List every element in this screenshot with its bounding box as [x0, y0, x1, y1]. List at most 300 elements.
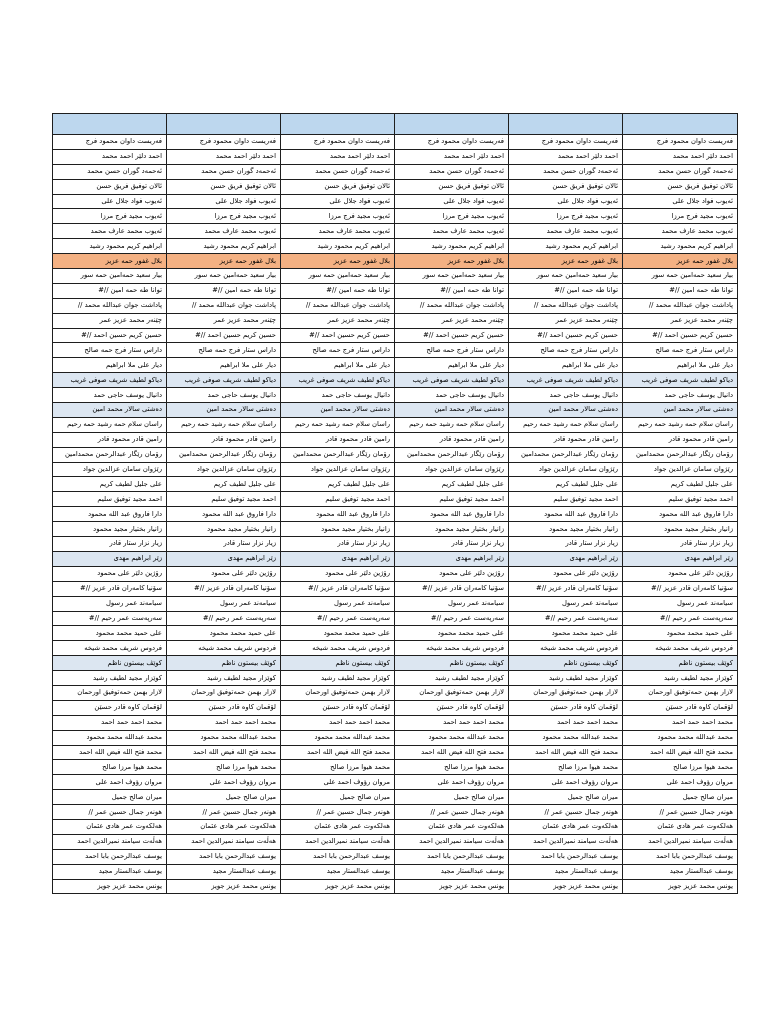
name-cell: فردوس شریف محمد شیخه: [395, 641, 509, 656]
name-cell: دەشتی سالار محمد امین: [623, 403, 738, 418]
name-cell: چێنەر محمد عزیز عمر: [281, 313, 395, 328]
name-cell: رۆژین دلێر علی محمود: [53, 566, 167, 581]
name-cell: احمد مجید توفیق سلیم: [53, 492, 167, 507]
name-cell: هەلکەوت عمر هادی عثمان: [509, 819, 623, 834]
name-cell: دارا فاروق عبد الله محمود: [395, 507, 509, 522]
name-cell: ئەحمەد گوران حسن محمد: [53, 164, 167, 179]
name-cell: راسان سلام حمه رشید حمه رحیم: [167, 417, 281, 432]
name-cell: میران صالح جمیل: [395, 790, 509, 805]
table-row: [53, 462, 738, 477]
header-row: [53, 114, 738, 135]
name-cell: رۆمان رێگار عبدالرحمن محمدامین: [623, 447, 738, 462]
name-cell: چێنەر محمد عزیز عمر: [167, 313, 281, 328]
name-cell: ئالان توفیق فریق حسن: [167, 179, 281, 194]
name-cell: ئەیوب مجید فرج مرزا: [623, 209, 738, 224]
table-row: [53, 790, 738, 805]
name-cell: حسین کریم حسین احمد //#: [395, 328, 509, 343]
name-cell: بیار سعید حمەامین حمه سور: [281, 269, 395, 284]
name-cell: علی حمید محمد محمود: [623, 626, 738, 641]
name-cell: کوێزار مجید لطیف رشید: [281, 671, 395, 686]
name-cell: میران صالح جمیل: [509, 790, 623, 805]
name-cell: هەڵەت سیامند نمیرالدین احمد: [395, 834, 509, 849]
name-cell: هەڵەت سیامند نمیرالدین احمد: [167, 834, 281, 849]
name-cell: مروان رؤوف احمد علی: [53, 775, 167, 790]
table-row: [53, 715, 738, 730]
name-cell: رامین قادر محمود قادر: [395, 432, 509, 447]
name-cell: دیار علی ملا ابراهیم: [53, 358, 167, 373]
name-cell: زانیار بختیار مجید محمود: [281, 522, 395, 537]
name-cell: پاداشت جوان عبدالله محمد //: [167, 298, 281, 313]
name-cell: دیار علی ملا ابراهیم: [623, 358, 738, 373]
name-cell: لۆقمان کاوه قادر حسێن: [395, 700, 509, 715]
name-cell: راسان سلام حمه رشید حمه رحیم: [395, 417, 509, 432]
name-cell: علی جلیل لطیف کریم: [623, 477, 738, 492]
name-cell: کوێڤ بیستون ناظم: [509, 656, 623, 671]
name-cell: رامین قادر محمود قادر: [281, 432, 395, 447]
name-cell: دانیال یوسف حاجی حمد: [53, 388, 167, 403]
name-cell: دیاکو لطیف شریف صوفی غریب: [53, 373, 167, 388]
name-cell: هونەر جمال حسین عمر //: [53, 805, 167, 820]
name-cell: محمد احمد حمد احمد: [167, 715, 281, 730]
name-cell: فەریست داوان محمود فرج: [53, 135, 167, 150]
name-cell: محمد عبدالله محمد محمود: [281, 730, 395, 745]
header-cell: [509, 114, 623, 135]
name-cell: محمد احمد حمد احمد: [281, 715, 395, 730]
name-cell: پاداشت جوان عبدالله محمد //: [281, 298, 395, 313]
name-cell: هەڵەت سیامند نمیرالدین احمد: [53, 834, 167, 849]
name-cell: ابراهیم کریم محمود رشید: [281, 239, 395, 254]
name-cell: احمد دلێر احمد محمد: [281, 149, 395, 164]
name-cell: بلال غفور حمه عزیز: [281, 254, 395, 269]
name-cell: ئەیوب فواد جلال علی: [623, 194, 738, 209]
name-cell: رێژوان سامان عزالدین جواد: [281, 462, 395, 477]
name-cell: ئەحمەد گوران حسن محمد: [281, 164, 395, 179]
name-cell: دیار علی ملا ابراهیم: [509, 358, 623, 373]
name-cell: زانیار بختیار مجید محمود: [395, 522, 509, 537]
name-cell: محمد احمد حمد احمد: [623, 715, 738, 730]
name-cell: زێر ابراهیم مهدی: [53, 551, 167, 566]
table-row: [53, 507, 738, 522]
name-cell: علی حمید محمد محمود: [53, 626, 167, 641]
name-cell: لازار بهمن حمەتوفیق اورحمان: [509, 685, 623, 700]
name-cell: محمد هیوا مرزا صالح: [281, 760, 395, 775]
name-cell: پاداشت جوان عبدالله محمد //: [509, 298, 623, 313]
roster-table: [52, 113, 738, 894]
table-row: [53, 358, 738, 373]
header-cell: [53, 114, 167, 135]
name-cell: رێژوان سامان عزالدین جواد: [167, 462, 281, 477]
name-cell: بیار سعید حمەامین حمه سور: [623, 269, 738, 284]
name-cell: ئالان توفیق فریق حسن: [509, 179, 623, 194]
name-cell: کوێزار مجید لطیف رشید: [623, 671, 738, 686]
name-cell: هونەر جمال حسین عمر //: [509, 805, 623, 820]
table-row: [53, 522, 738, 537]
name-cell: احمد دلێر احمد محمد: [53, 149, 167, 164]
name-cell: زانیار بختیار مجید محمود: [167, 522, 281, 537]
header-cell: [623, 114, 738, 135]
name-cell: رۆمان رێگار عبدالرحمن محمدامین: [395, 447, 509, 462]
table-row: [53, 209, 738, 224]
name-cell: رۆمان رێگار عبدالرحمن محمدامین: [53, 447, 167, 462]
name-cell: محمد عبدالله محمد محمود: [53, 730, 167, 745]
name-cell: راسان سلام حمه رشید حمه رحیم: [281, 417, 395, 432]
name-cell: علی حمید محمد محمود: [167, 626, 281, 641]
name-cell: هەلکەوت عمر هادی عثمان: [623, 819, 738, 834]
name-cell: دارا‌س ستار فرج حمه صالح: [509, 343, 623, 358]
name-cell: کوێزار مجید لطیف رشید: [53, 671, 167, 686]
name-cell: محمد هیوا مرزا صالح: [509, 760, 623, 775]
name-cell: لازار بهمن حمەتوفیق اورحمان: [167, 685, 281, 700]
name-cell: بلال غفور حمه عزیز: [509, 254, 623, 269]
name-cell: رامین قادر محمود قادر: [53, 432, 167, 447]
name-cell: محمد فتح الله فیض الله احمد: [623, 745, 738, 760]
name-cell: رێژوان سامان عزالدین جواد: [509, 462, 623, 477]
table-row: [53, 417, 738, 432]
name-cell: پاداشت جوان عبدالله محمد //: [53, 298, 167, 313]
name-cell: محمد عبدالله محمد محمود: [395, 730, 509, 745]
name-cell: محمد فتح الله فیض الله احمد: [53, 745, 167, 760]
table-row: [53, 239, 738, 254]
name-cell: ئەیوب فواد جلال علی: [281, 194, 395, 209]
name-cell: احمد مجید توفیق سلیم: [623, 492, 738, 507]
table-row: [53, 269, 738, 284]
name-cell: ابراهیم کریم محمود رشید: [509, 239, 623, 254]
table-row: [53, 224, 738, 239]
name-cell: بیار سعید حمەامین حمه سور: [509, 269, 623, 284]
name-cell: لازار بهمن حمەتوفیق اورحمان: [395, 685, 509, 700]
name-cell: لۆقمان کاوه قادر حسێن: [509, 700, 623, 715]
table-row: [53, 834, 738, 849]
name-cell: میران صالح جمیل: [281, 790, 395, 805]
name-cell: رۆژین دلێر علی محمود: [623, 566, 738, 581]
name-cell: ئەیوب مجید فرج مرزا: [167, 209, 281, 224]
name-cell: فەریست داوان محمود فرج: [509, 135, 623, 150]
name-cell: محمد هیوا مرزا صالح: [53, 760, 167, 775]
name-cell: ئەحمەد گوران حسن محمد: [167, 164, 281, 179]
name-cell: مروان رؤوف احمد علی: [167, 775, 281, 790]
name-cell: دانیال یوسف حاجی حمد: [167, 388, 281, 403]
table-row: [53, 388, 738, 403]
name-cell: بلال غفور حمه عزیز: [167, 254, 281, 269]
name-cell: ئەیوب مجید فرج مرزا: [281, 209, 395, 224]
name-cell: سیامەند عمر رسول: [623, 596, 738, 611]
name-cell: کوێڤ بیستون ناظم: [167, 656, 281, 671]
name-cell: بیار سعید حمەامین حمه سور: [395, 269, 509, 284]
name-cell: محمد احمد حمد احمد: [53, 715, 167, 730]
table-row: [53, 626, 738, 641]
name-cell: هەڵەت سیامند نمیرالدین احمد: [623, 834, 738, 849]
name-cell: ئەیوب مجید فرج مرزا: [395, 209, 509, 224]
name-cell: احمد دلێر احمد محمد: [395, 149, 509, 164]
name-cell: رۆمان رێگار عبدالرحمن محمدامین: [509, 447, 623, 462]
name-cell: پاداشت جوان عبدالله محمد //: [623, 298, 738, 313]
name-cell: ئەیوب مجید فرج مرزا: [53, 209, 167, 224]
name-cell: کوێڤ بیستون ناظم: [623, 656, 738, 671]
name-cell: محمد عبدالله محمد محمود: [623, 730, 738, 745]
name-cell: رامین قادر محمود قادر: [167, 432, 281, 447]
table-row: [53, 254, 738, 269]
name-cell: فەریست داوان محمود فرج: [623, 135, 738, 150]
table-row: [53, 656, 738, 671]
name-cell: فەریست داوان محمود فرج: [395, 135, 509, 150]
name-cell: علی جلیل لطیف کریم: [53, 477, 167, 492]
table-row: [53, 849, 738, 864]
name-cell: سەرپەست عمر رحیم //#: [623, 611, 738, 626]
name-cell: سۆنیا کامەران قادر عزیز //#: [53, 581, 167, 596]
table-row: [53, 194, 738, 209]
name-cell: محمد فتح الله فیض الله احمد: [395, 745, 509, 760]
name-cell: راسان سلام حمه رشید حمه رحیم: [53, 417, 167, 432]
name-cell: هەلکەوت عمر هادی عثمان: [53, 819, 167, 834]
name-cell: احمد مجید توفیق سلیم: [167, 492, 281, 507]
table-row: [53, 283, 738, 298]
name-cell: یوسف عبدالستار مجید: [623, 864, 738, 879]
name-cell: پاداشت جوان عبدالله محمد //: [395, 298, 509, 313]
table-row: [53, 685, 738, 700]
name-cell: زیار نزار ستار قادر: [281, 537, 395, 552]
name-cell: زێر ابراهیم مهدی: [623, 551, 738, 566]
table-row: [53, 164, 738, 179]
name-cell: یوسف عبدالرحمن بابا احمد: [623, 849, 738, 864]
name-cell: هەلکەوت عمر هادی عثمان: [395, 819, 509, 834]
name-cell: سەرپەست عمر رحیم //#: [281, 611, 395, 626]
name-cell: زێر ابراهیم مهدی: [509, 551, 623, 566]
name-cell: سەرپەست عمر رحیم //#: [395, 611, 509, 626]
name-cell: سیامەند عمر رسول: [281, 596, 395, 611]
name-cell: ئالان توفیق فریق حسن: [395, 179, 509, 194]
name-cell: زیار نزار ستار قادر: [395, 537, 509, 552]
name-cell: رۆژین دلێر علی محمود: [395, 566, 509, 581]
name-cell: علی جلیل لطیف کریم: [395, 477, 509, 492]
header-cell: [395, 114, 509, 135]
name-cell: زیار نزار ستار قادر: [623, 537, 738, 552]
name-cell: سەرپەست عمر رحیم //#: [53, 611, 167, 626]
table-row: [53, 432, 738, 447]
name-cell: هەلکەوت عمر هادی عثمان: [281, 819, 395, 834]
name-cell: دەشتی سالار محمد امین: [509, 403, 623, 418]
name-cell: مروان رؤوف احمد علی: [623, 775, 738, 790]
name-cell: رێژوان سامان عزالدین جواد: [395, 462, 509, 477]
name-cell: ئەحمەد گوران حسن محمد: [509, 164, 623, 179]
name-cell: دیار علی ملا ابراهیم: [395, 358, 509, 373]
name-cell: دانیال یوسف حاجی حمد: [509, 388, 623, 403]
name-cell: ئەیوب مجید فرج مرزا: [509, 209, 623, 224]
name-cell: زێر ابراهیم مهدی: [281, 551, 395, 566]
name-cell: راسان سلام حمه رشید حمه رحیم: [623, 417, 738, 432]
name-cell: یوسف عبدالرحمن بابا احمد: [509, 849, 623, 864]
name-cell: هونەر جمال حسین عمر //: [395, 805, 509, 820]
name-cell: ئەیوب محمد عارف محمد: [53, 224, 167, 239]
name-cell: لازار بهمن حمەتوفیق اورحمان: [623, 685, 738, 700]
name-cell: احمد مجید توفیق سلیم: [395, 492, 509, 507]
name-cell: کوێڤ بیستون ناظم: [281, 656, 395, 671]
name-cell: محمد عبدالله محمد محمود: [509, 730, 623, 745]
name-cell: سۆنیا کامەران قادر عزیز //#: [395, 581, 509, 596]
name-cell: چێنەر محمد عزیز عمر: [623, 313, 738, 328]
name-cell: سیامەند عمر رسول: [167, 596, 281, 611]
name-cell: یونس محمد عزیز جویز: [623, 879, 738, 894]
name-cell: ابراهیم کریم محمود رشید: [167, 239, 281, 254]
name-cell: سۆنیا کامەران قادر عزیز //#: [623, 581, 738, 596]
name-cell: محمد فتح الله فیض الله احمد: [167, 745, 281, 760]
name-cell: ئەحمەد گوران حسن محمد: [623, 164, 738, 179]
name-cell: رێژوان سامان عزالدین جواد: [53, 462, 167, 477]
name-cell: فردوس شریف محمد شیخه: [281, 641, 395, 656]
name-cell: دارا فاروق عبد الله محمود: [167, 507, 281, 522]
table-row: [53, 492, 738, 507]
table-row: [53, 149, 738, 164]
name-cell: توانا طه حمه امین //#: [281, 283, 395, 298]
name-cell: یوسف عبدالستار مجید: [509, 864, 623, 879]
roster-table-body: [53, 114, 738, 894]
table-row: [53, 611, 738, 626]
name-cell: دیار علی ملا ابراهیم: [167, 358, 281, 373]
name-cell: دەشتی سالار محمد امین: [281, 403, 395, 418]
name-cell: سیامەند عمر رسول: [395, 596, 509, 611]
table-row: [53, 447, 738, 462]
name-cell: علی حمید محمد محمود: [509, 626, 623, 641]
name-cell: حسین کریم حسین احمد //#: [53, 328, 167, 343]
name-cell: یونس محمد عزیز جویز: [167, 879, 281, 894]
name-cell: احمد مجید توفیق سلیم: [281, 492, 395, 507]
name-cell: لۆقمان کاوه قادر حسێن: [281, 700, 395, 715]
name-cell: ئەیوب فواد جلال علی: [395, 194, 509, 209]
name-cell: مروان رؤوف احمد علی: [509, 775, 623, 790]
name-cell: رۆژین دلێر علی محمود: [281, 566, 395, 581]
name-cell: یونس محمد عزیز جویز: [281, 879, 395, 894]
table-row: [53, 730, 738, 745]
name-cell: مروان رؤوف احمد علی: [395, 775, 509, 790]
name-cell: کوێڤ بیستون ناظم: [395, 656, 509, 671]
name-cell: محمد فتح الله فیض الله احمد: [509, 745, 623, 760]
table-row: [53, 879, 738, 894]
name-cell: حسین کریم حسین احمد //#: [509, 328, 623, 343]
name-cell: حسین کریم حسین احمد //#: [281, 328, 395, 343]
name-cell: علی جلیل لطیف کریم: [281, 477, 395, 492]
name-cell: محمد هیوا مرزا صالح: [395, 760, 509, 775]
name-cell: یونس محمد عزیز جویز: [53, 879, 167, 894]
name-cell: دیاکو لطیف شریف صوفی غریب: [623, 373, 738, 388]
name-cell: سۆنیا کامەران قادر عزیز //#: [509, 581, 623, 596]
name-cell: توانا طه حمه امین //#: [167, 283, 281, 298]
name-cell: زیار نزار ستار قادر: [53, 537, 167, 552]
name-cell: سەرپەست عمر رحیم //#: [167, 611, 281, 626]
name-cell: دیاکو لطیف شریف صوفی غریب: [167, 373, 281, 388]
table-row: [53, 403, 738, 418]
name-cell: میران صالح جمیل: [53, 790, 167, 805]
name-cell: زیار نزار ستار قادر: [167, 537, 281, 552]
name-cell: ئەیوب محمد عارف محمد: [167, 224, 281, 239]
name-cell: چێنەر محمد عزیز عمر: [395, 313, 509, 328]
name-cell: محمد احمد حمد احمد: [509, 715, 623, 730]
name-cell: یوسف عبدالرحمن بابا احمد: [167, 849, 281, 864]
name-cell: دەشتی سالار محمد امین: [53, 403, 167, 418]
table-row: [53, 313, 738, 328]
name-cell: یوسف عبدالستار مجید: [167, 864, 281, 879]
name-cell: دیاکو لطیف شریف صوفی غریب: [281, 373, 395, 388]
name-cell: احمد دلێر احمد محمد: [509, 149, 623, 164]
name-cell: محمد فتح الله فیض الله احمد: [281, 745, 395, 760]
name-cell: بلال غفور حمه عزیز: [53, 254, 167, 269]
name-cell: هونەر جمال حسین عمر //: [623, 805, 738, 820]
name-cell: هونەر جمال حسین عمر //: [281, 805, 395, 820]
name-cell: راسان سلام حمه رشید حمه رحیم: [509, 417, 623, 432]
name-cell: دەشتی سالار محمد امین: [395, 403, 509, 418]
name-cell: سۆنیا کامەران قادر عزیز //#: [281, 581, 395, 596]
name-cell: ئەیوب محمد عارف محمد: [623, 224, 738, 239]
name-cell: دیاکو لطیف شریف صوفی غریب: [509, 373, 623, 388]
name-cell: احمد مجید توفیق سلیم: [509, 492, 623, 507]
name-cell: زانیار بختیار مجید محمود: [53, 522, 167, 537]
name-cell: لازار بهمن حمەتوفیق اورحمان: [53, 685, 167, 700]
name-cell: رامین قادر محمود قادر: [623, 432, 738, 447]
name-cell: زانیار بختیار مجید محمود: [509, 522, 623, 537]
table-row: [53, 566, 738, 581]
name-cell: یوسف عبدالستار مجید: [281, 864, 395, 879]
name-cell: محمد عبدالله محمد محمود: [167, 730, 281, 745]
name-cell: دارا فاروق عبد الله محمود: [281, 507, 395, 522]
table-row: [53, 641, 738, 656]
name-cell: حسین کریم حسین احمد //#: [167, 328, 281, 343]
table-row: [53, 135, 738, 150]
name-cell: توانا طه حمه امین //#: [623, 283, 738, 298]
name-cell: علی جلیل لطیف کریم: [167, 477, 281, 492]
name-cell: کوێڤ بیستون ناظم: [53, 656, 167, 671]
name-cell: زیار نزار ستار قادر: [509, 537, 623, 552]
name-cell: ئالان توفیق فریق حسن: [281, 179, 395, 194]
name-cell: علی جلیل لطیف کریم: [509, 477, 623, 492]
name-cell: یونس محمد عزیز جویز: [509, 879, 623, 894]
table-row: [53, 298, 738, 313]
name-cell: زێر ابراهیم مهدی: [167, 551, 281, 566]
name-cell: سیامەند عمر رسول: [53, 596, 167, 611]
name-cell: کوێزار مجید لطیف رشید: [395, 671, 509, 686]
name-cell: زێر ابراهیم مهدی: [395, 551, 509, 566]
table-row: [53, 819, 738, 834]
table-row: [53, 760, 738, 775]
name-cell: بیار سعید حمەامین حمه سور: [167, 269, 281, 284]
table-row: [53, 537, 738, 552]
name-cell: یوسف عبدالرحمن بابا احمد: [395, 849, 509, 864]
name-cell: احمد دلێر احمد محمد: [623, 149, 738, 164]
name-cell: ابراهیم کریم محمود رشید: [395, 239, 509, 254]
table-row: [53, 477, 738, 492]
name-cell: دارا فاروق عبد الله محمود: [53, 507, 167, 522]
name-cell: فەریست داوان محمود فرج: [281, 135, 395, 150]
name-cell: بلال غفور حمه عزیز: [395, 254, 509, 269]
name-cell: علی حمید محمد محمود: [395, 626, 509, 641]
name-cell: کوێزار مجید لطیف رشید: [509, 671, 623, 686]
name-cell: بلال غفور حمه عزیز: [623, 254, 738, 269]
name-cell: ئالان توفیق فریق حسن: [623, 179, 738, 194]
name-cell: رێژوان سامان عزالدین جواد: [623, 462, 738, 477]
name-cell: رۆژین دلێر علی محمود: [167, 566, 281, 581]
name-cell: سۆنیا کامەران قادر عزیز //#: [167, 581, 281, 596]
table-row: [53, 700, 738, 715]
name-cell: کوێزار مجید لطیف رشید: [167, 671, 281, 686]
name-cell: دیار علی ملا ابراهیم: [281, 358, 395, 373]
name-cell: هەڵەت سیامند نمیرالدین احمد: [281, 834, 395, 849]
name-cell: توانا طه حمه امین //#: [395, 283, 509, 298]
name-cell: فەریست داوان محمود فرج: [167, 135, 281, 150]
name-cell: فردوس شریف محمد شیخه: [53, 641, 167, 656]
table-row: [53, 745, 738, 760]
name-cell: میران صالح جمیل: [623, 790, 738, 805]
name-cell: دارا‌س ستار فرج حمه صالح: [281, 343, 395, 358]
name-cell: هەلکەوت عمر هادی عثمان: [167, 819, 281, 834]
name-cell: رۆمان رێگار عبدالرحمن محمدامین: [167, 447, 281, 462]
name-cell: دیاکو لطیف شریف صوفی غریب: [395, 373, 509, 388]
